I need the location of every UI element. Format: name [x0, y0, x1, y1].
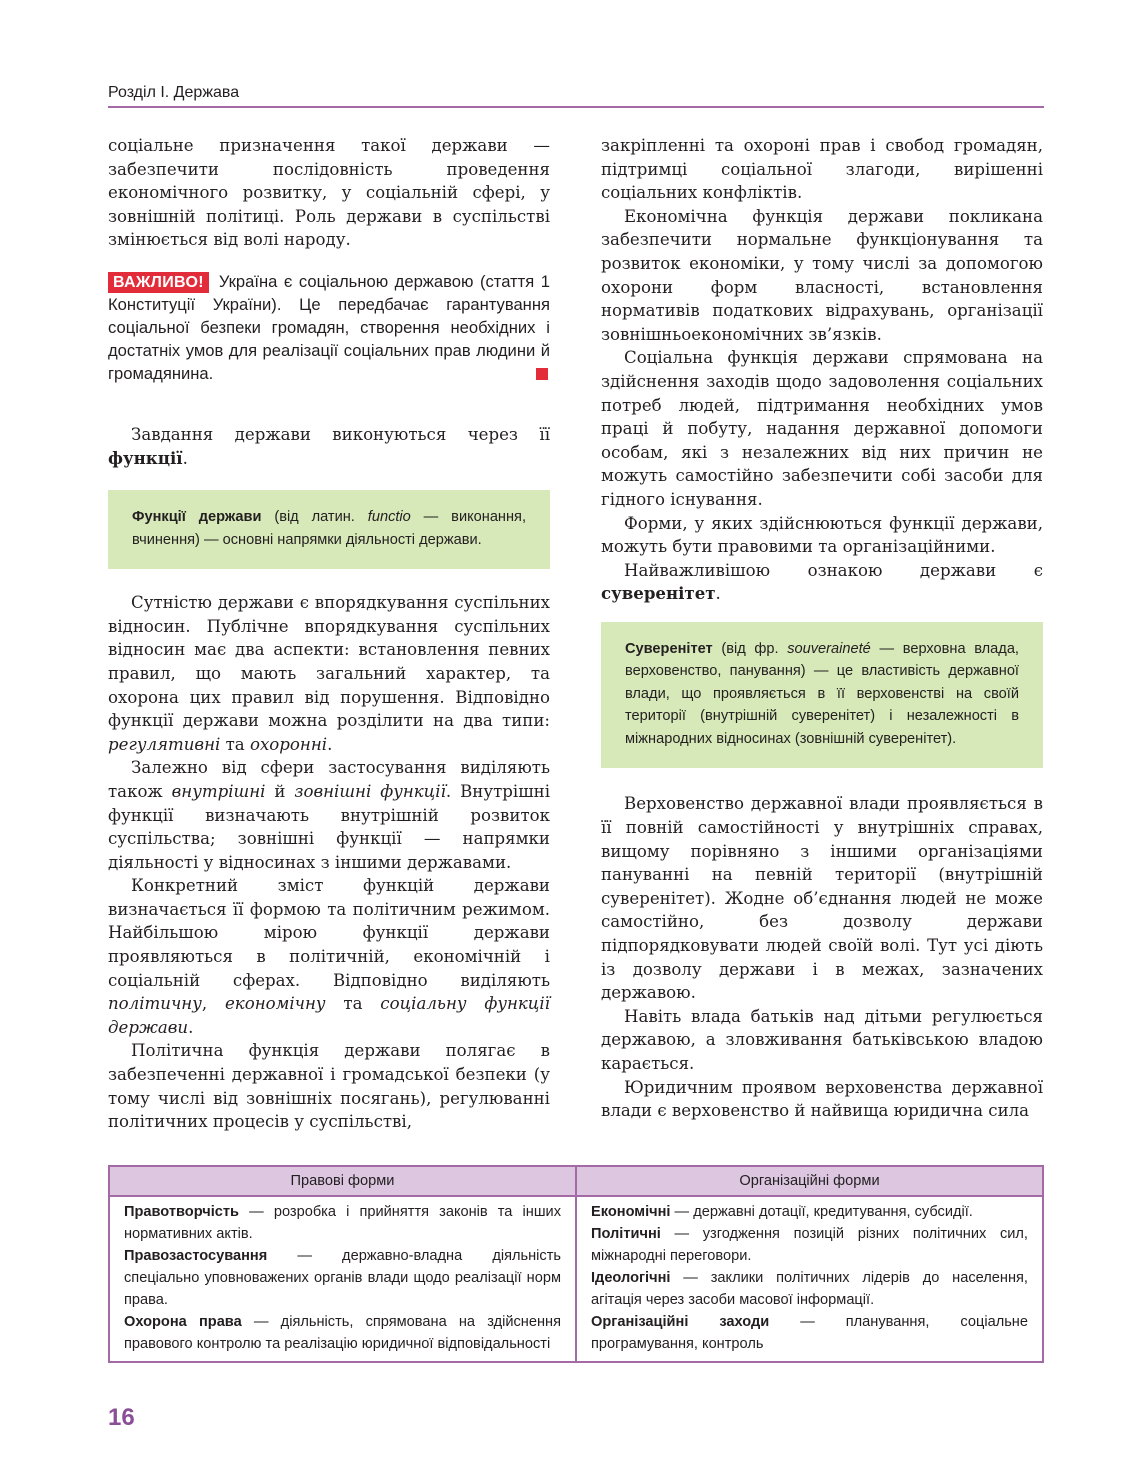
running-header [108, 80, 1044, 108]
form-term: Правотворчість [124, 1204, 240, 1220]
form-term: Правозастосування [124, 1248, 268, 1264]
latin-word: functio [367, 509, 411, 526]
definition-text: — верховна влада, верховенство, панування) — це властивість державної влади, що проявляється в її верховенстві на своїй території (внутрішній суверенітет) і незалежності в міжнародних відносинах (зовнішній суверенітет). [625, 640, 1019, 747]
paragraph [108, 756, 550, 874]
form-term: Ідеологічні [591, 1270, 671, 1286]
paragraph-text: й [265, 781, 295, 801]
section-title: Розділ І. Держава [108, 84, 240, 101]
definition-term: Суверенітет [625, 640, 713, 657]
paragraph [108, 423, 550, 470]
italic-term: політичну [108, 994, 202, 1014]
paragraph: Політична функція держави полягає в забезпеченні державної і громадської безпеки (у тому числі від зовнішніх посягань), регулюванні політичних процесів у суспільстві, [108, 1041, 550, 1132]
paragraph-text: Завдання держави виконуються через її [131, 424, 550, 444]
end-mark-icon [536, 368, 548, 380]
italic-term: регулятивні [108, 734, 221, 754]
italic-term: економічну [224, 994, 326, 1014]
list-item [591, 1267, 1028, 1311]
forms-table [108, 1165, 1044, 1363]
list-item [124, 1311, 561, 1355]
paragraph-text: Найважливішою ознакою держави є [624, 560, 1043, 580]
paragraph-text: Залежно від сфери застосування виділяють також [108, 758, 550, 801]
punctuation: . [182, 448, 188, 468]
definition-text: (від фр. [712, 640, 788, 657]
definition-box [601, 622, 1043, 769]
form-text: — державні дотації, кредитування, субсидії. [670, 1204, 973, 1220]
form-text: — розробка і прийняття законів та інших нормативних актів. [124, 1204, 561, 1242]
column-header: Правові форми [109, 1166, 576, 1196]
italic-term: охоронні [249, 734, 328, 754]
right-column [601, 134, 1043, 1123]
punctuation: . [327, 734, 333, 754]
list-item [124, 1201, 561, 1245]
important-badge: ВАЖЛИВО! [108, 272, 209, 293]
punctuation: . [188, 1017, 194, 1037]
list-item [591, 1223, 1028, 1267]
italic-term: соціальну функції держави [108, 994, 550, 1037]
org-forms-cell [576, 1196, 1043, 1362]
definition-text: — виконання, вчинення) — основні напрямки діяльності держави. [132, 509, 527, 548]
form-text: — діяльність, спрямована на здійснення правового контролю та реалізацію юридичної відповідальності [124, 1314, 562, 1352]
list-item [591, 1311, 1028, 1355]
punctuation: . [715, 584, 721, 604]
paragraph-text: Сутністю держави є впорядкування суспільних відносин. Публічне впорядкування суспільних відносин має два аспекти: встановлення певних правил, що мають загальний характер, та охорона цих правил від порушення. Відповідно функції держави можна розділити на два типи: [108, 593, 550, 731]
form-text: — заклики політичних лідерів до населення, агітація через засоби масової інформації. [591, 1270, 1028, 1308]
paragraph: Юридичним проявом верховенства державної влади є верховенство й найвища юридична сила [601, 1077, 1043, 1121]
definition-text: (від латин. [261, 509, 368, 526]
legal-forms-cell [109, 1196, 576, 1362]
paragraph: закріпленні та охороні прав і свобод громадян, підтримці соціальної злагоди, вирішенні соціальних конфліктів. [601, 136, 1043, 203]
form-term: Політичні [591, 1226, 661, 1242]
page-number: 16 [108, 1404, 135, 1431]
italic-term: зовнішні функції [294, 781, 446, 801]
list-item [124, 1245, 561, 1311]
form-term: Економічні [591, 1204, 671, 1220]
list-item [591, 1201, 1028, 1223]
italic-term: внутрішні [171, 781, 266, 801]
paragraph [108, 874, 550, 1039]
punctuation: , [201, 994, 225, 1014]
form-text: — державно-владна діяльність спеціально уповноважених органів влади щодо реалізації норм права. [124, 1248, 561, 1308]
french-word: souveraineté [787, 640, 871, 657]
paragraph-text: . Внутрішні функції визначають внутрішній розвиток суспільства; зовнішні функції — напрямки діяльності у відносинах з іншими державами. [108, 781, 550, 872]
paragraph [601, 559, 1043, 606]
paragraph: Навіть влада батьків над дітьми регулюється державою, а зловживання батьківською владою карається. [601, 1006, 1043, 1073]
paragraph-text: та [325, 994, 381, 1014]
important-text: Україна є соціальною державою (стаття 1 Конституції України). Це передбачає гарантування соціальної безпеки громадян, створення необхідних і достатніх умов для реалізації соціальних прав людини й громадянина. [108, 271, 550, 383]
paragraph [108, 591, 550, 756]
definition-box [108, 490, 550, 569]
left-column [108, 134, 550, 1134]
paragraph-text: та [220, 734, 250, 754]
paragraph: Верховенство державної влади проявляється в її повній самостійності у внутрішніх справах, вищому порівняно з іншими організаціями пануванні на певній території (внутрішній суверенітет). Жодне об’єднання людей не може самостійно, без дозволу держави підпорядковувати людей своїй волі. Тут усі діють із дозволу держави і в межах, зазначених державою. [601, 794, 1043, 1003]
form-term: Охорона права [124, 1314, 242, 1330]
paragraph: Соціальна функція держави спрямована на здійснення заходів щодо задоволення соціальних потреб людей, підтримання необхідних умов праці й побуту, надання державної допомоги особам, які з незалежних від них причин не можуть самостійно забезпечити собі засоби для гідного існування. [601, 348, 1043, 509]
paragraph-text: Конкретний зміст функцій держави визначається її формою та політичним режимом. Найбільшою мірою функції держави проявляються в політичній, економічній і соціальній сферах. Відповідно виділяють [108, 876, 550, 990]
form-term: Організаційні заходи [591, 1314, 770, 1330]
paragraph: соціальне призначення такої держави — забезпечити послідовність проведення економічного розвитку, у соціальній сфері, у зовнішній політиці. Роль держави в суспільстві змінюється від волі народу. [108, 136, 550, 250]
form-text: — узгодження позицій різних політичних сил, міжнародні переговори. [591, 1226, 1028, 1264]
form-text: — планування, соціальне програмування, контроль [591, 1314, 1028, 1352]
paragraph: Економічна функція держави покликана забезпечити нормальне функціонування та розвиток економіки, у тому числі за допомогою охорони форм власності, встановлення нормативів податкових відрахувань, організації зовнішньоекономічних зв’язків. [601, 206, 1043, 344]
bold-term: функції [108, 447, 183, 468]
important-note [108, 270, 550, 385]
bold-term: суверенітет [601, 583, 716, 604]
column-header: Організаційні форми [576, 1166, 1043, 1196]
definition-term: Функції держави [132, 509, 262, 526]
paragraph: Форми, у яких здійснюються функції держави, можуть бути правовими та організаційними. [601, 513, 1043, 557]
